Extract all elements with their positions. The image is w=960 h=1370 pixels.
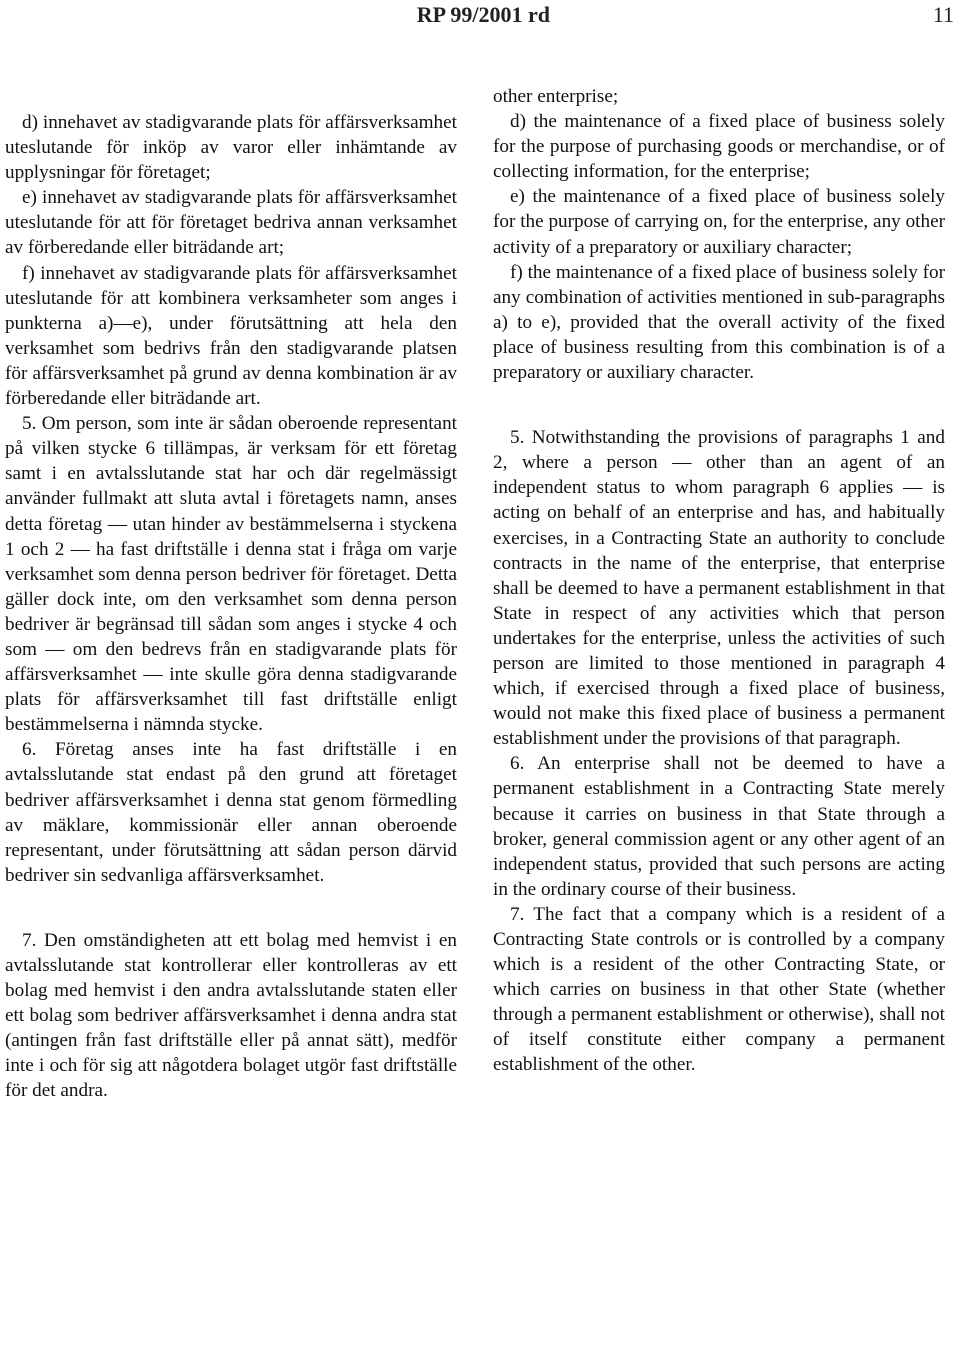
- english-column: [493, 84, 945, 1078]
- swedish-column: [5, 110, 457, 1104]
- en-paragraph-7: 7. The fact that a company which is a resident of a Contracting State controls or is controlled by a company which is a resident of the other Contracting State, or which carries on business in that other State (whether through a permanent establishment or otherwise), shall not of itself constitute either company a permanent establishment of the other.: [493, 903, 945, 1076]
- en-paragraph-6: 6. An enterprise shall not be deemed to have a permanent establishment in a Contracting State merely because it carries on business in that State through a broker, general commission agent or any other agent of an independent status, provided that such persons are acting in the ordinary course of their business.: [493, 753, 945, 900]
- en-paragraph-f: f) the maintenance of a fixed place of business solely for any combination of activities mentioned in sub-paragraphs a) to e), provided that the overall activity of the fixed place of business resulting from this combination is of a preparatory or auxiliary character.: [493, 261, 945, 384]
- sv-paragraph-5: 5. Om person, som inte är sådan oberoende representant på vilken stycke 6 tillämpas, är verksam för ett företag samt i en avtalsslutande stat har och där regelmässigt använder fullmakt att sluta avtal i företagets namn, anses detta företag — utan hinder av bestämmelserna i styckena 1 och 2 — ha fast driftställe i denna stat i fråga om varje verksamhet som denna person bedriver för företaget. Detta gäller dock inte, om den verksamhet som denna person bedriver är begränsad till sådan som anges i stycke 4 och som — om den bedrevs från en stadigvarande plats för affärsverksamhet — inte skulle göra denna stadigvarande plats för affärsverksamhet till fast driftställe enligt bestämmelserna i nämnda stycke.: [5, 413, 457, 736]
- sv-paragraph-e: e) innehavet av stadigvarande plats för affärsverksamhet uteslutande för att för företaget bedriva annan verksamhet av förberedande eller biträdande art;: [5, 187, 457, 259]
- sv-paragraph-d: d) innehavet av stadigvarande plats för affärsverksamhet uteslutande för inköp av varor eller inhämtande av upplysningar för företaget;: [5, 112, 457, 184]
- page-number: 11: [932, 2, 954, 27]
- en-paragraph-continuation: other enterprise;: [493, 86, 619, 107]
- en-paragraph-d: d) the maintenance of a fixed place of business solely for the purpose of purchasing goods or merchandise, or of collecting information, for the enterprise;: [493, 111, 945, 183]
- page-header: [0, 0, 960, 40]
- sv-paragraph-7: 7. Den omständigheten att ett bolag med hemvist i en avtalsslutande stat kontrollerar eller kontrolleras av ett bolag med hemvist i den andra avtalsslutande staten eller ett bolag som bedriver affärsverksamhet i denna andra stat (antingen från fast driftställe eller på annat sätt), medför inte i och för sig att någotdera bolaget utgör fast driftställe för det andra.: [5, 929, 457, 1102]
- en-paragraph-5: 5. Notwithstanding the provisions of paragraphs 1 and 2, where a person — other than an agent of an independent status to whom paragraph 6 applies — is acting on behalf of an enterprise and has, and habitually exercises, in a Contracting State an authority to conclude contracts in the name of the enterprise, that enterprise shall be deemed to have a permanent establishment in that State in respect of any activities which that person undertakes for the enterprise, unless the activities of such person are limited to those mentioned in paragraph 4 which, if exercised through a fixed place of business, would not make this fixed place of business a permanent establishment under the provisions of that paragraph.: [493, 427, 945, 750]
- en-paragraph-e: e) the maintenance of a fixed place of business solely for the purpose of carrying on, for the enterprise, any other activity of a preparatory or auxiliary character;: [493, 186, 945, 258]
- sv-paragraph-f: f) innehavet av stadigvarande plats för affärsverksamhet uteslutande för att kombinera verksamheter som anges i punkterna a)—e), under förutsättning att hela den verksamhet som bedrivs från den stadigvarande platsen för affärsverksamhet på grund av denna kombination är av förberedande eller biträdande art.: [5, 262, 457, 410]
- document-id: RP 99/2001 rd: [416, 2, 550, 27]
- sv-paragraph-6: 6. Företag anses inte ha fast driftställe i en avtalsslutande stat endast på den grund att företaget bedriver affärsverksamhet i denna stat genom förmedling av mäklare, kommissionär eller annan oberoende representant, under förutsättning att sådan person därvid bedriver sin sedvanliga affärsverksamhet.: [5, 739, 457, 886]
